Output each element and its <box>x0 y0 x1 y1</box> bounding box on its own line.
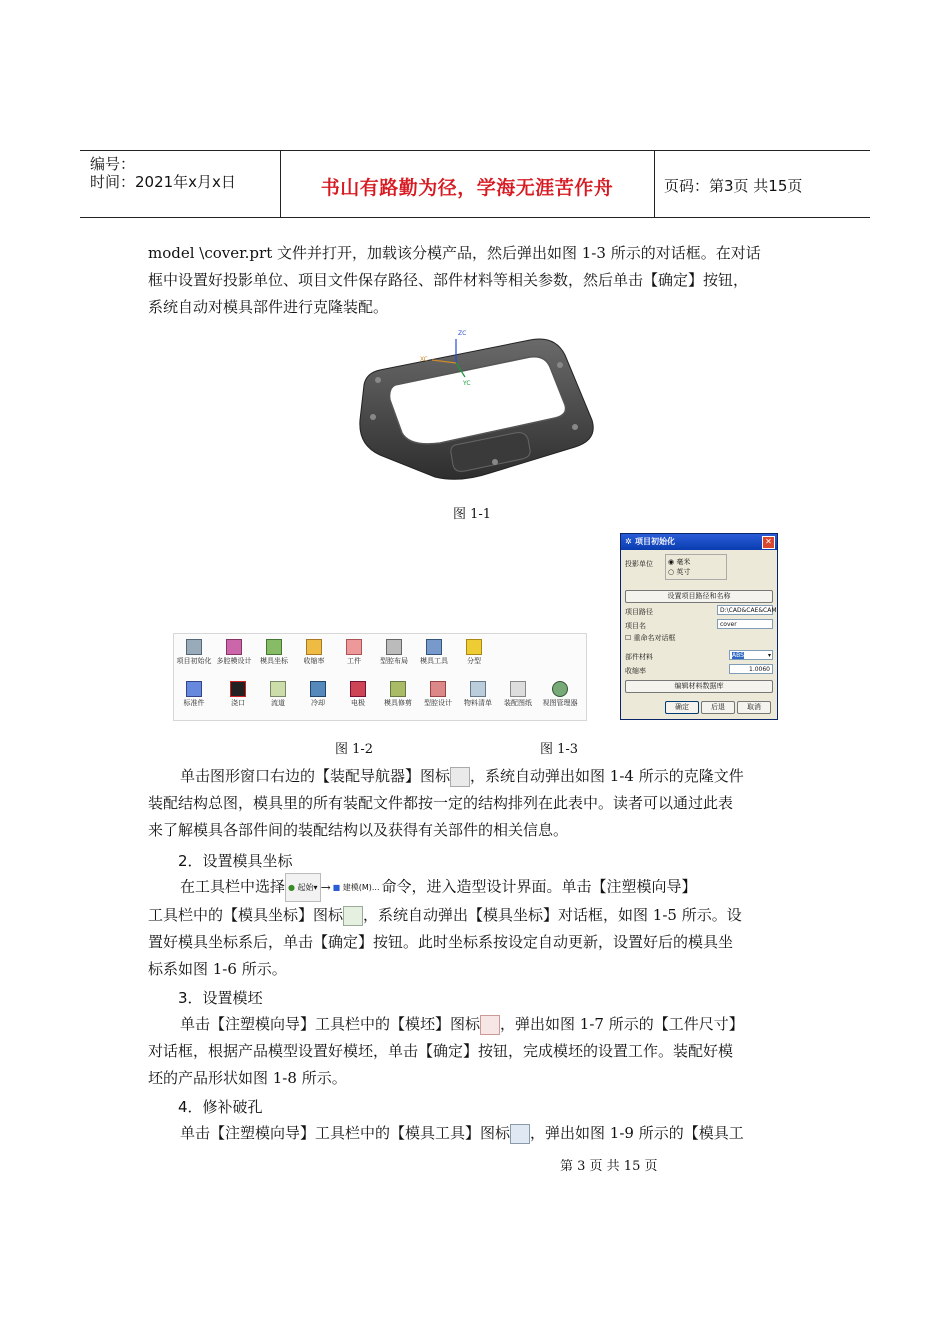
tb-mold-csys[interactable]: 模具坐标 <box>254 636 294 665</box>
p3-line2: 工具栏中的【模具坐标】图标 ，系统自动弹出【模具坐标】对话框，如图 1-5 所示。设 <box>148 906 742 924</box>
shrinkage-icon <box>306 639 322 655</box>
dialog-title: 项目初始化 <box>635 537 675 546</box>
back-button[interactable]: 后退 <box>701 701 735 714</box>
mold-tools-icon <box>510 1124 530 1144</box>
p4-line3: 坯的产品形状如图 1-8 所示。 <box>148 1069 347 1087</box>
p2-line2: 装配结构总图，模具里的所有装配文件都按一定的结构排列在此表中。读者可以通过此表 <box>148 794 734 812</box>
unit-mm-radio[interactable]: ◉ 毫米 <box>668 558 691 566</box>
dialog-app-icon: ✲ <box>625 537 632 546</box>
heading-3: 3．设置模坯 <box>178 989 263 1007</box>
header-left-cell <box>80 151 281 217</box>
parting-icon <box>466 639 482 655</box>
standard-part-icon <box>186 681 202 697</box>
p3-line3: 置好模具坐标系后，单击【确定】按钮。此时坐标系按设定自动更新，设置好后的模具坐 <box>148 933 734 951</box>
unit-label: 投影单位 <box>625 560 653 568</box>
unit-inch-radio[interactable]: ○ 英寸 <box>668 568 691 576</box>
tb-runner[interactable]: 流道 <box>258 678 298 707</box>
toolbar-row-1 <box>174 636 586 678</box>
axis-x-label: XC <box>420 356 428 363</box>
tb-standard-part[interactable]: 标准件 <box>174 678 214 707</box>
assembly-drawing-icon <box>510 681 526 697</box>
gate-icon <box>230 681 246 697</box>
figure-1-1-caption: 图 1-1 <box>453 507 492 522</box>
tb-workpiece[interactable]: 工件 <box>334 636 374 665</box>
figure-1-1-part <box>340 325 605 495</box>
axis-z-label: ZC <box>458 330 467 337</box>
runner-icon <box>270 681 286 697</box>
shrink-field[interactable]: 1.0060 <box>729 664 773 674</box>
path-label: 项目路径 <box>625 608 653 616</box>
p1-line2: 框中设置好投影单位、项目文件保存路径、部件材料等相关参数，然后单击【确定】按钮， <box>148 271 749 289</box>
rename-checkbox[interactable]: ☐ 重命名对话框 <box>625 634 676 642</box>
name-field[interactable]: cover <box>717 619 773 629</box>
material-select[interactable]: ABS ▾ <box>729 650 773 660</box>
assembly-navigator-icon <box>450 767 470 787</box>
electrode-icon <box>350 681 366 697</box>
edit-material-db-button[interactable]: 编辑材料数据库 <box>625 680 773 693</box>
mold-tools-icon <box>426 639 442 655</box>
tb-view-manager[interactable]: 视图管理器 <box>540 678 580 707</box>
toolbar-row-2 <box>174 678 586 720</box>
shrink-label: 收缩率 <box>625 667 646 675</box>
tb-shrinkage[interactable]: 收缩率 <box>294 636 334 665</box>
page-footer: 第 3 页 共 15 页 <box>560 1159 658 1174</box>
path-field[interactable]: D:\CAD&CAE&CAM <box>717 605 773 615</box>
p2-line1: 单击图形窗口右边的【装配导航器】图标 ，系统自动弹出如图 1-4 所示的克隆文件 <box>180 767 744 785</box>
workpiece-icon <box>480 1015 500 1035</box>
paragraph-1 <box>148 240 803 321</box>
material-label: 部件材料 <box>625 653 653 661</box>
motto: 书山有路勤为径，学海无涯苦作舟 <box>320 177 614 199</box>
set-path-button[interactable]: 设置项目路径和名称 <box>625 590 773 603</box>
modeling-menu-item: ■ 建模(M)... <box>332 883 380 892</box>
mold-trim-icon <box>390 681 406 697</box>
tb-bom[interactable]: 物料清单 <box>458 678 498 707</box>
page-info: 页码：第3页 共15页 <box>664 177 803 195</box>
tb-parting[interactable]: 分型 <box>454 636 494 665</box>
time-label: 时间：2021年x月x日 <box>90 173 236 191</box>
tb-assembly-drawing[interactable]: 装配图纸 <box>498 678 538 707</box>
tb-cooling[interactable]: 冷却 <box>298 678 338 707</box>
paragraph-4 <box>148 1011 803 1092</box>
p1-line3: 系统自动对模具部件进行克隆装配。 <box>148 298 389 316</box>
p3-line4: 标系如图 1-6 所示。 <box>148 960 287 978</box>
multi-cavity-icon <box>226 639 242 655</box>
p4-line1: 单击【注塑模向导】工具栏中的【模坯】图标 ，弹出如图 1-7 所示的【工件尺寸】 <box>180 1015 744 1033</box>
tb-mold-tools[interactable]: 模具工具 <box>414 636 454 665</box>
header-motto-cell <box>280 151 655 217</box>
cooling-icon <box>310 681 326 697</box>
close-icon[interactable]: ✕ <box>762 536 775 549</box>
cavity-layout-icon <box>386 639 402 655</box>
tb-cavity-layout[interactable]: 型腔布局 <box>374 636 414 665</box>
p1-line1: model \cover.prt 文件并打开，加载该分模产品，然后弹出如图 1-3 所示的对话框。在对话 <box>148 244 761 262</box>
figure-1-2-toolbar <box>173 633 587 721</box>
heading-4: 4．修补破孔 <box>178 1098 263 1116</box>
name-label: 项目名 <box>625 622 646 630</box>
chevron-down-icon: ▾ <box>767 652 771 659</box>
number-label: 编号： <box>90 155 136 173</box>
paragraph-5 <box>148 1120 803 1147</box>
ok-button[interactable]: 确定 <box>665 701 699 714</box>
cancel-button[interactable]: 取消 <box>737 701 771 714</box>
tb-electrode[interactable]: 电极 <box>338 678 378 707</box>
tb-multi-cavity[interactable]: 多腔模设计 <box>214 636 254 665</box>
p2-line3: 来了解模具各部件间的装配结构以及获得有关部件的相关信息。 <box>148 821 569 839</box>
tb-project-init[interactable]: 项目初始化 <box>174 636 214 665</box>
page-header <box>80 150 870 218</box>
view-manager-icon <box>552 681 568 697</box>
p3-line1: 在工具栏中选择 ● 起始▾ → ■ 建模(M)... 命令，进入造型设计界面。单击【注塑模向导】 <box>148 873 803 902</box>
unit-group <box>665 554 727 580</box>
paragraph-2 <box>148 763 803 844</box>
heading-2: 2．设置模具坐标 <box>178 852 293 870</box>
tb-cavity-design[interactable]: 型腔设计 <box>418 678 458 707</box>
project-init-icon <box>186 639 202 655</box>
tb-mold-trim[interactable]: 模具修剪 <box>378 678 418 707</box>
start-menu-button: ● 起始▾ <box>285 873 321 902</box>
dialog-titlebar <box>621 534 777 550</box>
bom-icon <box>470 681 486 697</box>
header-page-cell <box>654 151 870 217</box>
axis-y-label: YC <box>463 380 471 387</box>
mold-csys-icon <box>343 906 363 926</box>
figure-1-2-caption: 图 1-2 <box>335 742 374 757</box>
workpiece-icon <box>346 639 362 655</box>
tb-gate[interactable]: 浇口 <box>218 678 258 707</box>
paragraph-3 <box>148 873 803 983</box>
figure-1-3-caption: 图 1-3 <box>540 742 579 757</box>
figure-1-3-dialog <box>620 533 778 720</box>
p4-line2: 对话框，根据产品模型设置好模坯，单击【确定】按钮，完成模坯的设置工作。装配好模 <box>148 1042 734 1060</box>
p5-line1: 单击【注塑模向导】工具栏中的【模具工具】图标 ，弹出如图 1-9 所示的【模具工 <box>180 1124 744 1142</box>
mold-csys-icon <box>266 639 282 655</box>
cavity-design-icon <box>430 681 446 697</box>
